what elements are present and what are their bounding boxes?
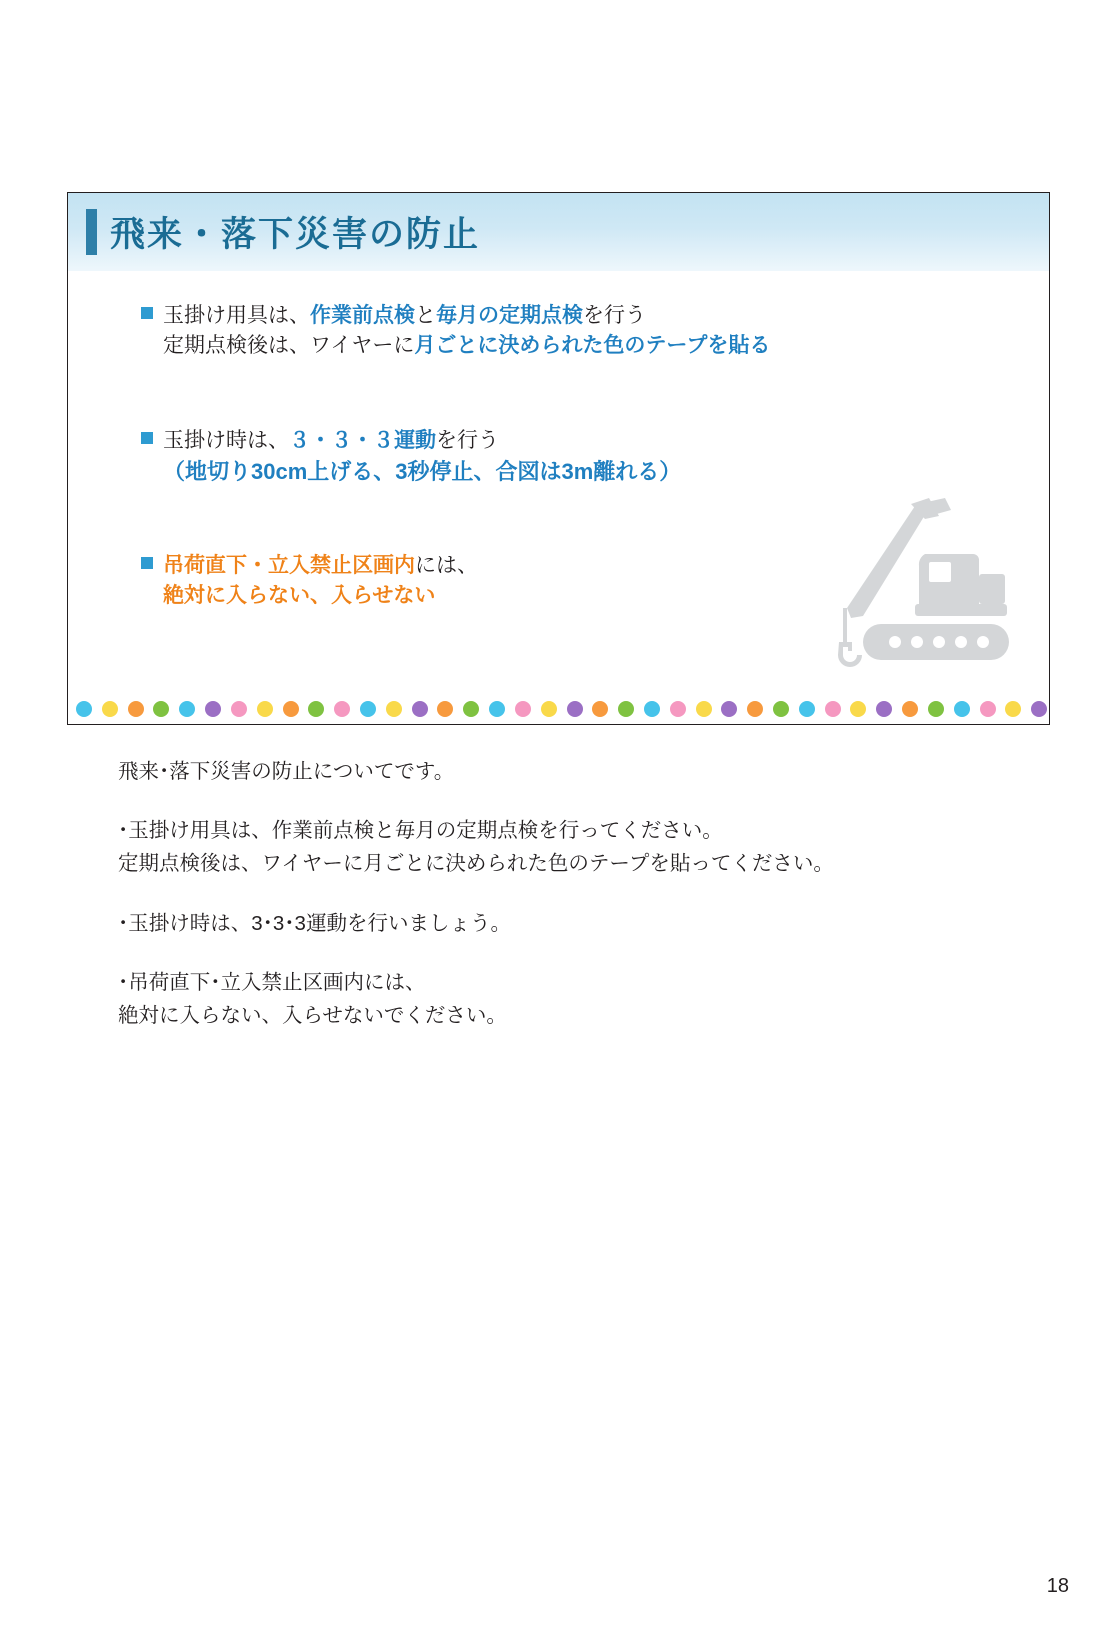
footer-dot [179,701,195,717]
bullet-line: 玉掛け時は、３・３・３運動を行う [163,429,499,452]
footer-dot [334,701,350,717]
footer-dot [928,701,944,717]
footer-dot [1031,701,1047,717]
footer-dot [850,701,866,717]
footer-dot [1005,701,1021,717]
footer-dot [696,701,712,717]
footer-dot [128,701,144,717]
footer-dot [205,701,221,717]
bullet-line: 吊荷直下・立入禁止区画内には、 [163,554,478,577]
bullet-item [163,551,478,612]
slide-frame [67,192,1050,725]
square-marker-icon [141,557,153,569]
footer-dot [153,701,169,717]
footer-dot [592,701,608,717]
bullet-item [163,426,681,489]
footer-dot [412,701,428,717]
footer-dot [773,701,789,717]
footer-dot [980,701,996,717]
footer-dot [386,701,402,717]
footer-dot [283,701,299,717]
footer-dot [567,701,583,717]
footer-dot [231,701,247,717]
footer-dot [489,701,505,717]
footer-dot [876,701,892,717]
narration-text [118,755,998,1032]
bullet-line: 絶対に入らない、入らせない [163,584,436,608]
footer-dot [902,701,918,717]
slide-body [68,271,1049,694]
bullet-line: 玉掛け用具は、作業前点検と毎月の定期点検を行う [163,304,646,327]
footer-dot [515,701,531,717]
footer-dot [799,701,815,717]
narration-paragraph: ･吊荷直下･立入禁止区画内には、 絶対に入らない、入らせないでください。 [118,970,507,1028]
crawler-crane-icon [829,488,1029,688]
footer-dot [308,701,324,717]
footer-dot [644,701,660,717]
footer-dot [670,701,686,717]
footer-dot [360,701,376,717]
footer-dot [76,701,92,717]
page-number: 18 [1046,1575,1069,1597]
footer-dot [954,701,970,717]
bullet-line: 定期点検後は、ワイヤーに月ごとに決められた色のテープを貼る [163,334,771,358]
footer-dot [747,701,763,717]
footer-dot-decoration [68,694,1049,724]
slide-header [68,193,1049,271]
narration-paragraph: ･玉掛け用具は、作業前点検と毎月の定期点検を行ってください。 定期点検後は、ワイヤーに月ごとに決められた色のテープを貼ってください。 [118,819,834,876]
narration-paragraph: ･玉掛け時は、3･3･3運動を行いましょう。 [118,911,511,935]
footer-dot [257,701,273,717]
narration-paragraph: 飛来･落下災害の防止についてです。 [118,760,455,783]
slide-title: 飛来・落下災害の防止 [110,215,481,254]
square-marker-icon [141,432,153,444]
footer-dot [437,701,453,717]
bullet-line: （地切り30cm上げる、3秒停止、合図は3m離れる） [163,459,682,485]
footer-dot [721,701,737,717]
square-marker-icon [141,307,153,319]
header-accent-bar [86,209,97,255]
footer-dot [463,701,479,717]
footer-dot [825,701,841,717]
footer-dot [618,701,634,717]
bullet-item [163,301,770,362]
footer-dot [541,701,557,717]
footer-dot [102,701,118,717]
